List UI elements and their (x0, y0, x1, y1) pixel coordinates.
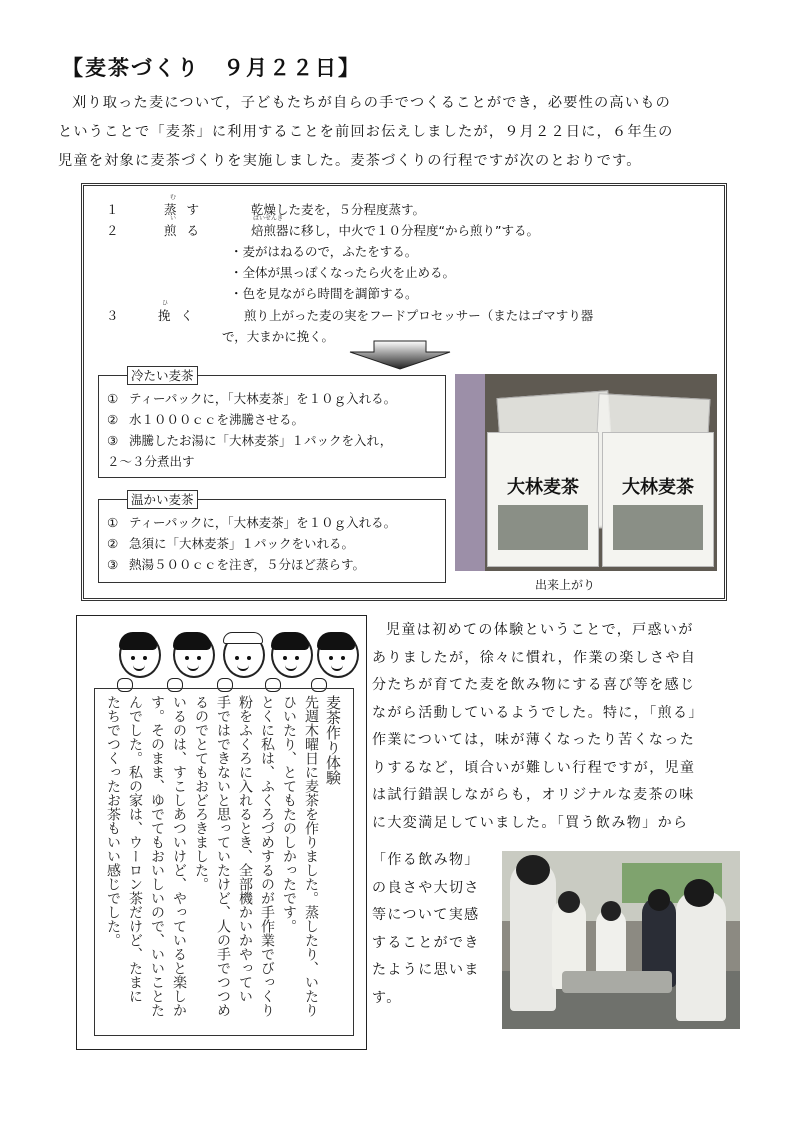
child-face-icon (173, 632, 215, 678)
report-line: は試行錯誤しながらも，オリジナルな麦茶の味 (372, 787, 695, 803)
warm-tea-title: 温かい麦茶 (127, 490, 198, 509)
report-line: 児童は初めての体験ということで，戸惑いが (386, 622, 694, 638)
essay-title: 麦茶作り体験 (324, 695, 342, 785)
report-line: ながら活動しているようでした。特に，「煎る」 (372, 704, 704, 721)
item-number: ② (107, 412, 119, 427)
item-number: ③ (107, 433, 119, 448)
essay-line: んでした。私の家は、ウーロン茶だけど、たまに (127, 695, 143, 1003)
essay-text (101, 695, 343, 1027)
item-number: ① (107, 515, 119, 530)
report-paragraph (372, 617, 740, 837)
step-number: ２ (106, 223, 119, 238)
step-description: 焙煎器に移し，中火で１０分程度“から煎り”する。 (251, 223, 539, 238)
student-essay-image (76, 615, 367, 1050)
item-text: ティーパックに，「大林麦茶」を１０ｇ入れる。 (129, 391, 397, 406)
down-arrow-icon (348, 340, 452, 370)
step-description-continued: で，大まかに挽く。 (222, 329, 335, 344)
essay-line: ひいたり、とてもたのしかったです。 (281, 695, 297, 933)
finished-tea-photo (455, 374, 717, 571)
report-paragraph-narrow (372, 847, 498, 1012)
warm-tea-box (98, 492, 446, 583)
step-description: 煎り上がった麦の実をフードプロセッサー（またはゴマすり器 (244, 308, 594, 323)
essay-line: 粉をふくろに入れるとき、全部機かいかやってい (237, 695, 253, 1003)
step-note: ・全体が黒っぽくなったら火を止める。 (230, 265, 456, 280)
step-name: 煎る (164, 223, 210, 238)
page-title: 【麦茶づくり ９月２２日】 (62, 56, 361, 80)
report-line: ありましたが，徐々に慣れ，作業の楽しさや自 (372, 649, 697, 666)
item-number: ③ (107, 557, 119, 572)
list-item-continued (107, 451, 396, 472)
tea-pack-image (487, 432, 599, 567)
step-number: ３ (106, 308, 119, 323)
step-note: ・麦がはねるので，ふたをする。 (230, 244, 418, 259)
essay-line: とくに私は、ふくろづめするのが手作業でびっくり (259, 695, 275, 1017)
essay-line: 先週木曜日に麦茶を作りました。蒸したり、いたり (303, 695, 319, 1017)
cold-tea-list (107, 388, 396, 472)
list-item (107, 533, 396, 554)
list-item (107, 430, 396, 451)
intro-line: 児童を対象に麦茶づくりを実施しました。麦茶づくりの行程ですが次のとおりです。 (58, 153, 642, 169)
item-text: ティーパックに，「大林麦茶」を１０ｇ入れる。 (129, 515, 397, 530)
item-text: 急須に「大林麦茶」１パックをいれる。 (129, 536, 355, 551)
item-text: ２～３分煮出す (107, 454, 195, 469)
intro-paragraph (58, 89, 748, 176)
list-item (107, 554, 396, 575)
item-text: 水１０００ｃｃを沸騰させる。 (129, 412, 305, 427)
report-line: たように思いま (372, 962, 480, 978)
intro-line: ということで「麦茶」に利用することを前回お伝えしましたが，９月２２日に，６年生の (58, 124, 674, 140)
class-photo-image (498, 505, 588, 550)
tea-pack-image (602, 432, 714, 567)
child-face-icon (271, 632, 313, 678)
photo-caption: 出来上がり (535, 578, 596, 592)
step-number: １ (106, 202, 119, 217)
essay-line: たちでつくったお茶もいい感じでした。 (105, 695, 121, 947)
essay-line: 手ではできないと思っていたけど、人の手でつつめ (215, 695, 231, 1017)
step-ruby: い (170, 215, 177, 222)
report-line: 作業については，味が薄くなったり苦くなった (372, 732, 696, 748)
students-making-tea-photo (502, 851, 740, 1029)
report-line: りするなど，頃合いが難しい行程ですが，児童 (372, 759, 696, 776)
report-line: す。 (372, 989, 402, 1006)
intro-line: 刈り取った麦について，子どもたちが自らの手でつくることができ，必要性の高いもの (72, 95, 671, 111)
item-text: 沸騰したお湯に「大林麦茶」１パックを入れ， (129, 433, 393, 448)
item-number: ② (107, 536, 119, 551)
report-line: に大変満足していました。「買う飲み物」から (372, 814, 689, 831)
essay-paper (94, 688, 354, 1036)
report-line: の良さや大切さ (372, 879, 480, 896)
cold-tea-title: 冷たい麦茶 (127, 366, 198, 385)
essay-line: す。そのまま、ゆでてもおいしいので、いいことた (149, 695, 165, 1017)
child-face-icon (317, 632, 359, 678)
essay-line: いるのは、すこしあついけど、やっていると楽しか (171, 695, 187, 1017)
step-name: 挽く (158, 308, 204, 323)
pack-label: 大林麦茶 (507, 477, 579, 498)
list-item (107, 409, 396, 430)
cold-tea-box (98, 368, 446, 478)
essay-line: るのでとてもおどろきました。 (193, 695, 209, 891)
step-name: 蒸す (164, 202, 210, 217)
report-line: 「作る飲み物」 (372, 852, 480, 868)
grandmother-face-icon (223, 632, 265, 678)
step-note: ・色を見ながら時間を調節する。 (230, 286, 418, 301)
class-photo-image (613, 505, 703, 550)
step-ruby: ひ (162, 300, 169, 307)
item-text: 熱湯５００ｃｃを注ぎ，５分ほど蒸らす。 (129, 557, 366, 572)
list-item (107, 512, 396, 533)
report-line: 分たちが育てた麦を飲み物にする喜び等を感じ (372, 677, 696, 693)
report-line: 等について実感 (372, 907, 480, 923)
warm-tea-list (107, 512, 396, 575)
step-desc-ruby: ばいせんき (253, 215, 284, 222)
step-ruby: む (170, 194, 177, 201)
step-description: 乾燥した麦を，５分程度蒸す。 (251, 202, 426, 217)
pack-label: 大林麦茶 (622, 477, 694, 498)
report-line: することができ (372, 934, 480, 951)
child-face-icon (119, 632, 161, 678)
item-number: ① (107, 391, 119, 406)
list-item (107, 388, 396, 409)
